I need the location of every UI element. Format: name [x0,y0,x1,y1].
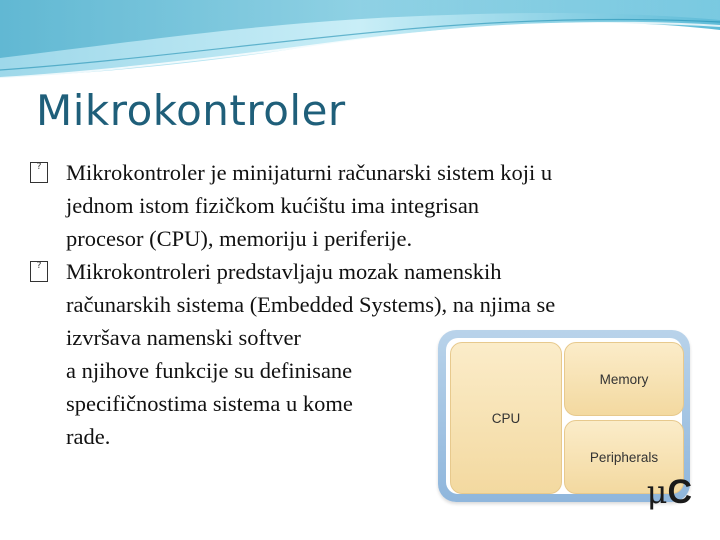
bullet-line: izvršava namenski softver [66,325,301,350]
bullet-line: računarskih sistema (Embedded Systems), na njima se [66,292,556,317]
c-symbol: C [667,473,692,511]
cpu-label: CPU [491,410,521,426]
header-wave-decoration [0,0,720,90]
microcontroller-diagram [426,318,702,522]
cpu-block [450,342,562,494]
bullet-line: rade. [66,424,111,449]
bullet-glyph-icon: ? [30,162,48,183]
bullet-line: Mikrokontroleri predstavljaju mozak namenskih [66,259,502,284]
bullet-item [30,156,690,255]
mu-symbol: μ [646,473,668,511]
bullet-line: jednom istom fizičkom kućištu ima integrisan [66,193,480,218]
bullet-line: specifičnostima sistema u kome [66,391,353,416]
slide-title: Mikrokontroler [36,86,346,135]
microcontroller-symbol [647,473,692,512]
bullet-line: Mikrokontroler je minijaturni računarski sistem koji u [66,160,553,185]
peripherals-label: Peripherals [589,449,659,465]
memory-label: Memory [599,371,649,387]
memory-block [564,342,684,416]
bullet-glyph-icon: ? [30,261,48,282]
bullet-line: procesor (CPU), memoriju i periferije. [66,226,413,251]
bullet-line: a njihove funkcije su definisane [66,358,353,383]
